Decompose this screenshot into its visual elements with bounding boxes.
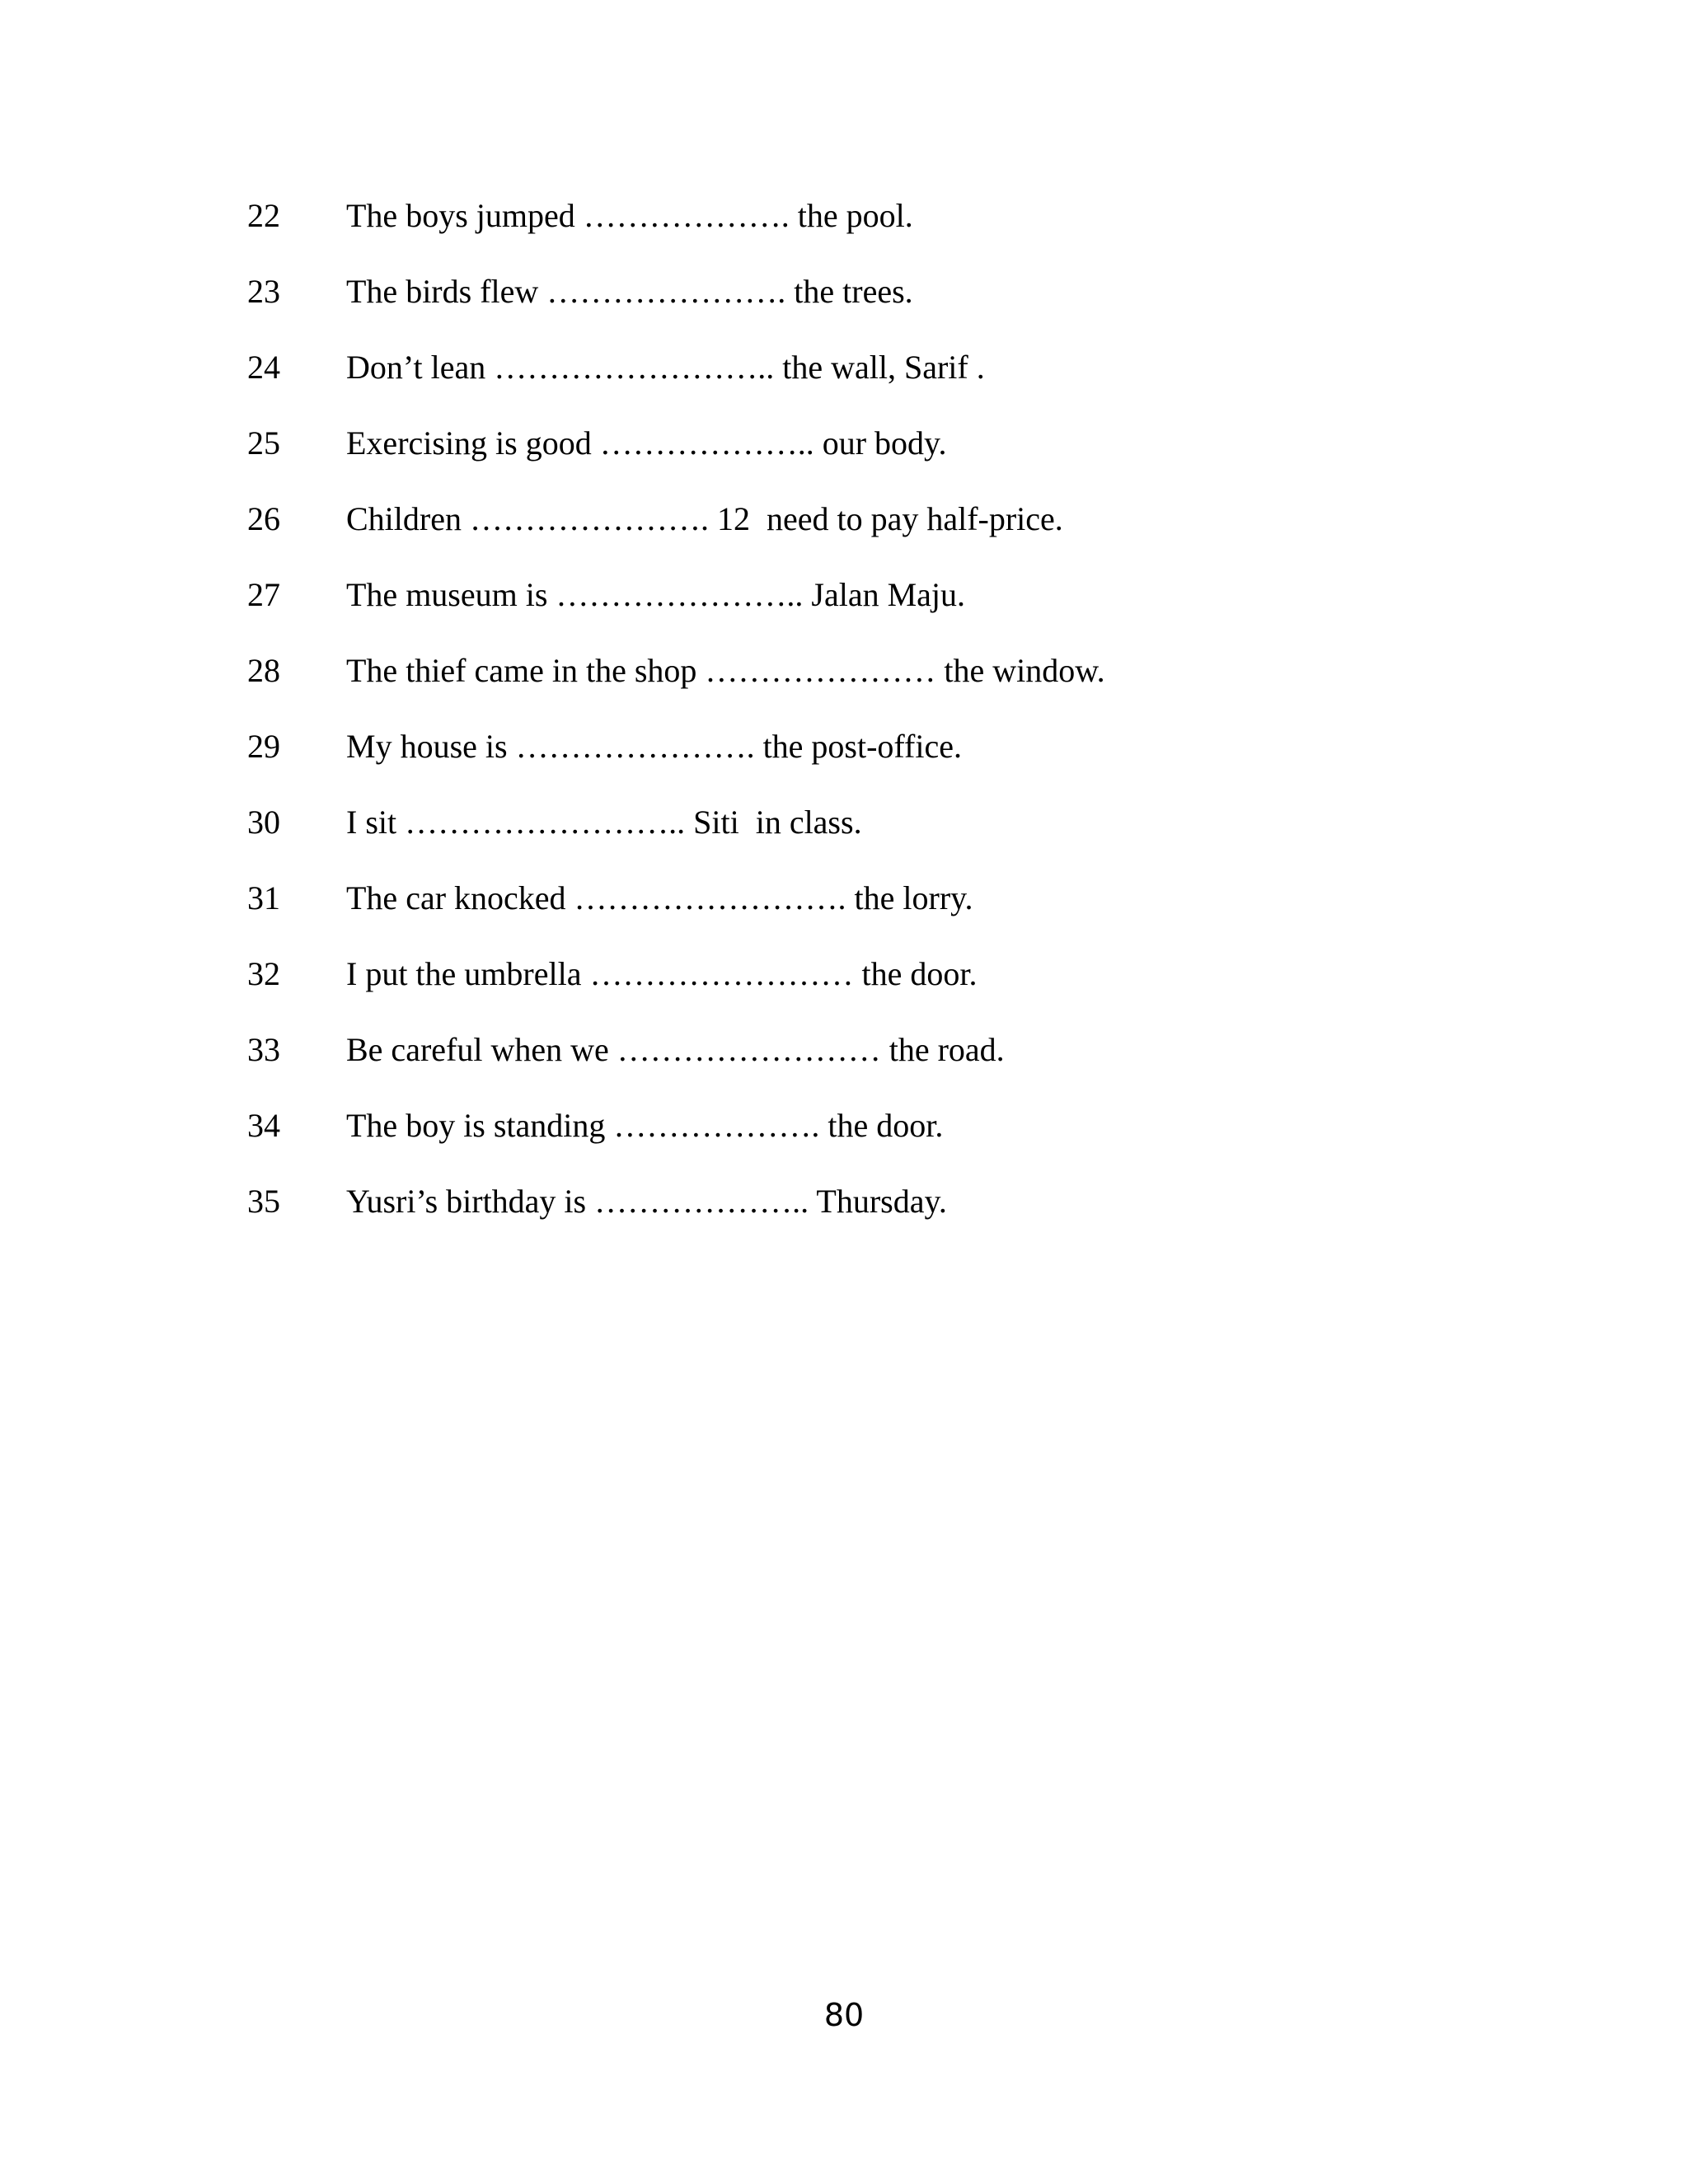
item-number: 27 <box>247 576 280 613</box>
item-number: 22 <box>247 197 280 234</box>
exercise-item <box>0 415 1688 472</box>
item-sentence: The birds flew …………………. the trees. <box>346 273 913 310</box>
item-number: 30 <box>247 804 280 841</box>
item-sentence: The boy is standing ………………. the door. <box>346 1107 944 1144</box>
exercise-item <box>0 718 1688 776</box>
item-sentence: My house is …………………. the post-office. <box>346 728 962 765</box>
exercise-item <box>0 642 1688 700</box>
page-number: 80 <box>823 1997 865 2033</box>
exercise-item <box>0 187 1688 245</box>
item-sentence: The boys jumped ………………. the pool. <box>346 197 913 234</box>
exercise-item <box>0 1021 1688 1079</box>
exercise-item <box>0 263 1688 321</box>
item-sentence: The thief came in the shop ………………… the window. <box>346 652 1105 689</box>
item-number: 29 <box>247 728 280 765</box>
item-number: 34 <box>247 1107 280 1144</box>
item-number: 33 <box>247 1031 280 1068</box>
exercise-item <box>0 869 1688 927</box>
item-number: 26 <box>247 500 280 537</box>
exercise-item <box>0 945 1688 1003</box>
exercise-item <box>0 490 1688 548</box>
item-sentence: Children …………………. 12 need to pay half-price. <box>346 500 1063 537</box>
exercise-item <box>0 1097 1688 1155</box>
exercise-item <box>0 794 1688 851</box>
exercise-item <box>0 566 1688 624</box>
item-number: 24 <box>247 349 280 386</box>
item-number: 31 <box>247 879 280 916</box>
item-sentence: Yusri’s birthday is ……………….. Thursday. <box>346 1183 947 1220</box>
item-number: 28 <box>247 652 280 689</box>
item-number: 32 <box>247 955 280 992</box>
item-number: 35 <box>247 1183 280 1220</box>
item-sentence: Don’t lean …………………….. the wall, Sarif . <box>346 349 985 386</box>
exercise-item <box>0 1173 1688 1230</box>
item-sentence: I put the umbrella …………………… the door. <box>346 955 978 992</box>
item-sentence: The museum is ………………….. Jalan Maju. <box>346 576 966 613</box>
item-sentence: Be careful when we …………………… the road. <box>346 1031 1005 1068</box>
item-sentence: The car knocked ……………………. the lorry. <box>346 879 973 916</box>
exercise-item <box>0 339 1688 396</box>
item-sentence: I sit …………………….. Siti in class. <box>346 804 862 841</box>
item-number: 23 <box>247 273 280 310</box>
item-sentence: Exercising is good ……………….. our body. <box>346 424 947 462</box>
item-number: 25 <box>247 424 280 462</box>
